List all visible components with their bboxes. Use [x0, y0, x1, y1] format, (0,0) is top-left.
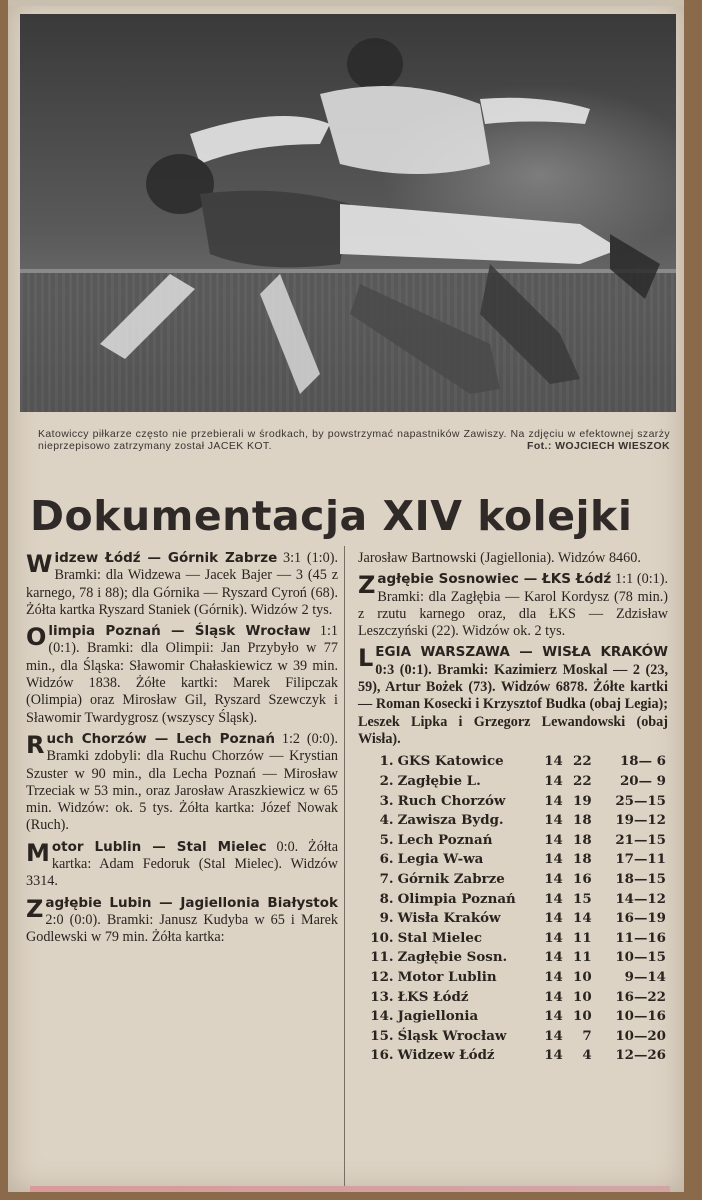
row-position: 16. — [370, 1047, 394, 1064]
row-points: 16 — [573, 870, 592, 887]
row-position: 5. — [379, 831, 394, 848]
game-report — [358, 571, 668, 640]
caption-text: Katowiccy piłkarze często nie przebierali w środkach, by powstrzymać napastników Zawiszy. Na zdjęciu w efektownej szarży nieprzepisowo zatrzymany został JACEK KOT. — [38, 428, 670, 452]
table-row — [366, 850, 668, 870]
column-divider — [344, 546, 345, 1186]
row-points: 7 — [582, 1027, 592, 1044]
row-goals: 16—22 — [615, 988, 666, 1005]
row-position: 1. — [379, 753, 394, 770]
right-column — [358, 550, 668, 1066]
table-row — [366, 752, 668, 772]
row-position: 9. — [379, 910, 394, 927]
game-report — [26, 839, 338, 891]
row-played: 14 — [544, 910, 563, 927]
row-team: ŁKS Łódź — [397, 988, 469, 1005]
row-goals: 10—15 — [615, 949, 666, 966]
row-position: 15. — [370, 1027, 394, 1044]
row-played: 14 — [544, 1047, 563, 1064]
row-points: 18 — [573, 851, 592, 868]
row-points: 11 — [573, 949, 592, 966]
game-text: 3:1 (1:0). Bramki: dla Widzewa — Jacek Bajer — 3 (45 z karnego, 78 i 88); dla Górnika — Ryszard Cyroń (68). Żółta kartka Ryszard Staniek (Górnik). Widzów 2 tys. — [26, 550, 338, 618]
drop-cap: Z — [26, 894, 44, 923]
table-row — [366, 772, 668, 792]
row-goals: 9—14 — [624, 968, 666, 985]
table-row — [366, 968, 668, 988]
row-goals: 14—12 — [615, 890, 666, 907]
row-team: Stal Mielec — [397, 929, 483, 946]
row-played: 14 — [544, 929, 563, 946]
drop-cap: L — [358, 644, 374, 673]
game-title: otor Lublin — Stal Mielec — [51, 838, 267, 855]
row-position: 6. — [379, 851, 394, 868]
row-played: 14 — [544, 870, 563, 887]
row-goals: 12—26 — [615, 1047, 666, 1064]
photo-credit: Fot.: WOJCIECH WIESZOK — [527, 440, 670, 452]
row-points: 18 — [573, 831, 592, 848]
row-points: 19 — [573, 792, 592, 809]
game-title: agłębie Lubin — Jagiellonia Białystok — [45, 894, 338, 911]
row-played: 14 — [544, 988, 563, 1005]
row-position: 13. — [370, 988, 394, 1005]
row-goals: 17—11 — [615, 851, 666, 868]
table-row — [366, 948, 668, 968]
game-report — [26, 731, 338, 835]
drop-cap: Z — [358, 571, 376, 600]
table-row — [366, 987, 668, 1007]
row-played: 14 — [544, 753, 563, 770]
row-team: Zawisza Bydg. — [397, 812, 504, 829]
row-team: Zagłębie L. — [397, 773, 481, 789]
row-position: 8. — [379, 890, 394, 907]
row-team: Motor Lublin — [397, 968, 497, 985]
row-position: 11. — [370, 949, 394, 966]
game-text: 0:0. Żółta kartka: Adam Fedoruk (Stal Mielec). Widzów 3314. — [26, 838, 338, 890]
photo-caption — [38, 428, 670, 452]
game-report — [26, 550, 338, 619]
row-goals: 21—15 — [615, 831, 666, 848]
game-title: limpia Poznań — Śląsk Wrocław — [48, 623, 311, 640]
table-row — [366, 811, 668, 831]
table-row — [366, 889, 668, 909]
game-report — [26, 895, 338, 947]
row-played: 14 — [544, 812, 563, 829]
row-points: 22 — [573, 753, 592, 770]
game-title: idzew Łódź — Górnik Zabrze — [54, 550, 278, 566]
row-points: 15 — [573, 890, 592, 907]
row-played: 14 — [544, 890, 563, 907]
table-row — [366, 870, 668, 890]
drop-cap: R — [26, 730, 45, 759]
row-position: 14. — [370, 1008, 394, 1025]
game-title: EGIA WARSZAWA — WISŁA KRAKÓW — [375, 644, 668, 661]
game-report — [26, 623, 338, 727]
bottom-strip — [30, 1186, 670, 1192]
row-team: Olimpia Poznań — [397, 890, 516, 907]
table-row — [366, 791, 668, 811]
row-goals: 18—15 — [615, 870, 666, 887]
players-silhouette-icon — [20, 14, 676, 412]
row-goals: 20— 9 — [619, 773, 666, 789]
row-points: 11 — [573, 929, 592, 946]
table-row — [366, 929, 668, 949]
article-headline: Dokumentacja XIV kolejki — [30, 492, 633, 540]
row-points: 18 — [573, 812, 592, 829]
row-team: Lech Poznań — [397, 831, 493, 848]
game-text: 1:2 (0:0). Bramki zdobyli: dla Ruchu Chorzów — Krystian Szuster w 90 min., dla Lecha Poznań — Mirosław Trzeciak w 53 min., oraz Jarosław Araszkiewicz w 65 min. Widzów: ok. 5 tys. Żółta kartka: Józef Nowak (Ruch). — [26, 730, 338, 834]
table-row — [366, 831, 668, 851]
row-team: Jagiellonia — [397, 1008, 479, 1025]
row-team: Widzew Łódź — [397, 1047, 495, 1064]
league-table — [366, 752, 668, 1066]
row-played: 14 — [544, 968, 563, 985]
row-goals: 16—19 — [615, 910, 666, 927]
row-position: 7. — [379, 870, 394, 887]
row-points: 14 — [573, 910, 592, 927]
row-points: 10 — [573, 968, 592, 985]
row-goals: 19—12 — [615, 812, 666, 829]
row-points: 22 — [573, 773, 592, 789]
row-goals: 10—16 — [615, 1008, 666, 1025]
row-played: 14 — [544, 1027, 563, 1044]
row-played: 14 — [544, 773, 563, 789]
drop-cap: O — [26, 623, 47, 652]
row-played: 14 — [544, 1008, 563, 1025]
table-row — [366, 1027, 668, 1047]
game-text: 2:0 (0:0). Bramki: Janusz Kudyba w 65 i Marek Godlewski w 79 min. Żółta kartka: — [26, 911, 338, 946]
league-table-body — [366, 752, 668, 1066]
left-column — [26, 550, 338, 951]
match-photo — [20, 14, 676, 412]
game-text: 1:1 (0:1). Bramki: dla Zagłębia — Karol Kordysz (78 min.) z rzutu karnego oraz, dla ŁKS — Zdzisław Leszczyński (22). Widzów ok. 2 tys. — [358, 571, 669, 640]
row-goals: 18— 6 — [619, 753, 666, 770]
drop-cap: W — [26, 550, 53, 578]
drop-cap: M — [26, 838, 50, 867]
row-team: Górnik Zabrze — [397, 870, 505, 887]
row-team: Śląsk Wrocław — [397, 1027, 507, 1044]
row-played: 14 — [544, 831, 563, 848]
table-row — [366, 909, 668, 929]
row-team: Legia W-wa — [397, 851, 484, 868]
game-title: uch Chorzów — Lech Poznań — [46, 730, 276, 747]
row-points: 10 — [573, 988, 592, 1005]
row-played: 14 — [544, 949, 563, 966]
row-team: Ruch Chorzów — [397, 792, 506, 809]
game-text: 1:1 (0:1). Bramki: dla Olimpii: Jan Przybyło w 77 min., dla Śląska: Sławomir Chałaskiewicz w 39 min. Widzów 1838. Żółte kartki: Marek Filipczak (Olimpia) oraz Mirosław Gil, Ryszard Szewczyk i Sławomir Twardygrosz (wszyscy Śląsk). — [26, 623, 338, 726]
game-report — [358, 644, 668, 748]
row-goals: 25—15 — [615, 792, 666, 809]
row-points: 4 — [582, 1047, 592, 1064]
row-position: 3. — [379, 792, 394, 809]
row-points: 10 — [573, 1008, 592, 1025]
row-team: Wisła Kraków — [397, 910, 501, 927]
row-position: 12. — [370, 968, 394, 985]
row-goals: 11—16 — [615, 929, 666, 946]
game-text: 0:3 (0:1). Bramki: Kazimierz Moskal — 2 (23, 59), Artur Bożek (73). Widzów 6878. Żółte kartki — Roman Kosecki i Krzysztof Budka (obaj Legia); Leszek Lipka i Grzegorz Lewandowski (obaj Wisła). — [358, 661, 668, 747]
game-continuation: Jarosław Bartnowski (Jagiellonia). Widzów 8460. — [358, 550, 641, 566]
clipping-top-edge — [8, 0, 684, 6]
row-played: 14 — [544, 851, 563, 868]
table-row — [366, 1007, 668, 1027]
table-row — [366, 1046, 668, 1066]
row-goals: 10—20 — [615, 1027, 666, 1044]
game-title: agłębie Sosnowiec — ŁKS Łódź — [377, 571, 612, 588]
row-team: Zagłębie Sosn. — [397, 949, 508, 966]
row-position: 10. — [370, 929, 394, 946]
row-position: 4. — [379, 812, 394, 829]
row-played: 14 — [544, 792, 563, 809]
row-position: 2. — [379, 773, 394, 789]
row-team: GKS Katowice — [397, 753, 504, 770]
